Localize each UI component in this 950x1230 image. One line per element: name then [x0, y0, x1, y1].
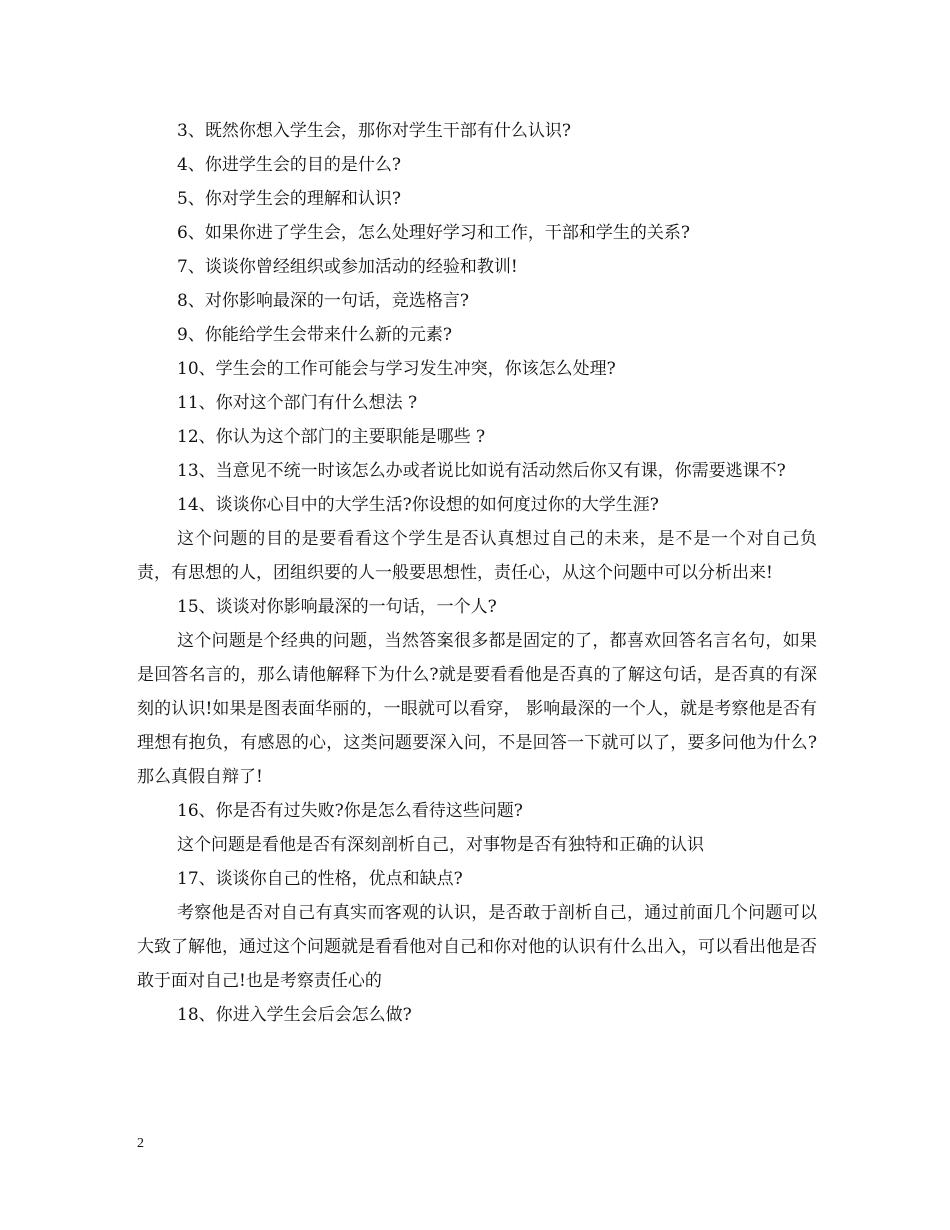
paragraph-q7: 7、谈谈你曾经组织或参加活动的经验和教训!: [177, 257, 518, 277]
paragraph-q13: 13、当意见不统一时该怎么办或者说比如说有活动然后你又有课，你需要逃课不?: [177, 461, 786, 481]
paragraph-q16: 16、你是否有过失败?你是怎么看待这些问题?: [177, 801, 523, 821]
paragraph-q14-answer: 这个问题的目的是要看看这个学生是否认真想过自己的未来，是不是一个对自己负责，有思想的人，团组织要的人一般要思想性，责任心，从这个问题中可以分析出来!: [137, 529, 817, 583]
paragraph-q15-answer: 这个问题是个经典的问题，当然答案很多都是固定的了，都喜欢回答名言名句，如果是回答名言的，那么请他解释下为什么?就是要看看他是否真的了解这句话，是否真的有深刻的认识!如果是图表面华丽的，一眼就可以看穿， 影响最深的一个人，就是考察他是否有理想有抱负，有感恩的心，这类问题要深入问，不是回答一下就可以了，要多问他为什么?那么真假自辩了!: [137, 631, 817, 787]
paragraph-q4: 4、你进学生会的目的是什么?: [177, 155, 401, 175]
paragraph-q15: 15、谈谈对你影响最深的一句话，一个人?: [177, 597, 497, 617]
document-body: [137, 114, 817, 1032]
paragraph-q16-answer: 这个问题是看他是否有深刻剖析自己，对事物是否有独特和正确的认识: [177, 835, 704, 855]
paragraph-q10: 10、学生会的工作可能会与学习发生冲突，你该怎么处理?: [177, 359, 616, 379]
paragraph-q17-answer: 考察他是否对自己有真实而客观的认识，是否敢于剖析自己，通过前面几个问题可以大致了解他，通过这个问题就是看看他对自己和你对他的认识有什么出入，可以看出他是否敢于面对自己!也是考察责任心的: [137, 903, 817, 991]
paragraph-q6: 6、如果你进了学生会，怎么处理好学习和工作，干部和学生的关系?: [177, 223, 690, 243]
paragraph-q8: 8、对你影响最深的一句话，竞选格言?: [177, 291, 469, 311]
paragraph-q14: 14、谈谈你心目中的大学生活?你设想的如何度过你的大学生涯?: [177, 495, 659, 515]
paragraph-q11: 11、你对这个部门有什么想法 ?: [177, 393, 418, 413]
paragraph-q12: 12、你认为这个部门的主要职能是哪些 ?: [177, 427, 486, 447]
paragraph-q5: 5、你对学生会的理解和认识?: [177, 189, 401, 209]
paragraph-q18: 18、你进入学生会后会怎么做?: [177, 1005, 412, 1025]
page-number: 2: [137, 1136, 144, 1151]
paragraph-q9: 9、你能给学生会带来什么新的元素?: [177, 325, 452, 345]
paragraph-q3: 3、既然你想入学生会，那你对学生干部有什么认识?: [177, 121, 571, 141]
paragraph-q17: 17、谈谈你自己的性格，优点和缺点?: [177, 869, 463, 889]
